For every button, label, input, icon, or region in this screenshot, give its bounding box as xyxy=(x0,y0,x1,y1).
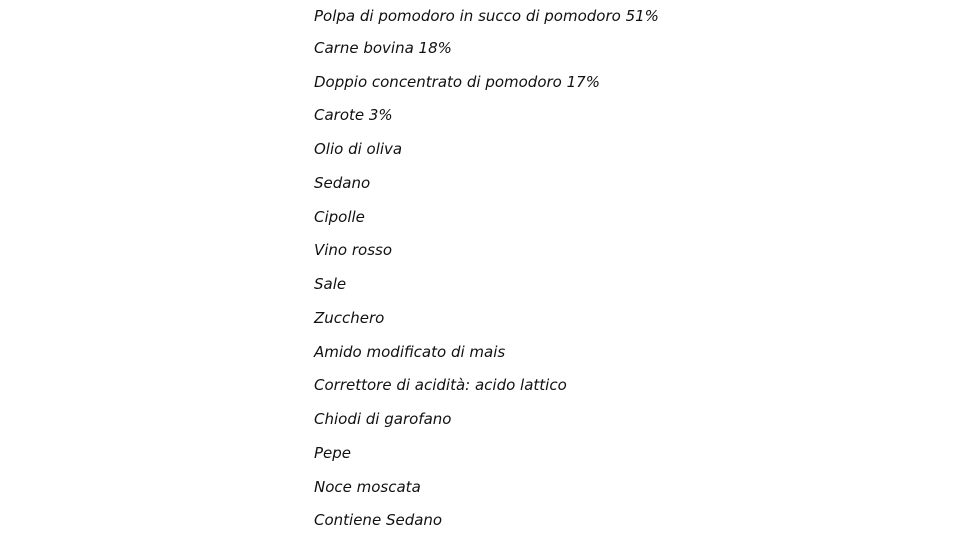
ingredient-item: Amido modificato di mais xyxy=(314,342,506,361)
ingredient-item: Sedano xyxy=(314,173,371,192)
ingredient-item: Contiene Sedano xyxy=(314,511,443,530)
ingredient-item: Chiodi di garofano xyxy=(314,410,452,429)
ingredient-item: Carne bovina 18% xyxy=(314,38,452,57)
ingredients-list xyxy=(314,0,659,537)
ingredient-item: Zucchero xyxy=(314,308,385,327)
ingredient-item: Polpa di pomodoro in succo di pomodoro 51% xyxy=(314,6,659,25)
ingredient-item: Vino rosso xyxy=(314,241,393,260)
ingredient-item: Sale xyxy=(314,275,347,294)
ingredient-item: Cipolle xyxy=(314,207,365,226)
ingredient-item: Noce moscata xyxy=(314,477,421,496)
ingredient-item: Doppio concentrato di pomodoro 17% xyxy=(314,72,600,91)
ingredient-item: Pepe xyxy=(314,443,352,462)
ingredient-item: Correttore di acidità: acido lattico xyxy=(314,376,567,395)
ingredient-item: Carote 3% xyxy=(314,106,393,125)
ingredient-item: Olio di oliva xyxy=(314,140,403,159)
